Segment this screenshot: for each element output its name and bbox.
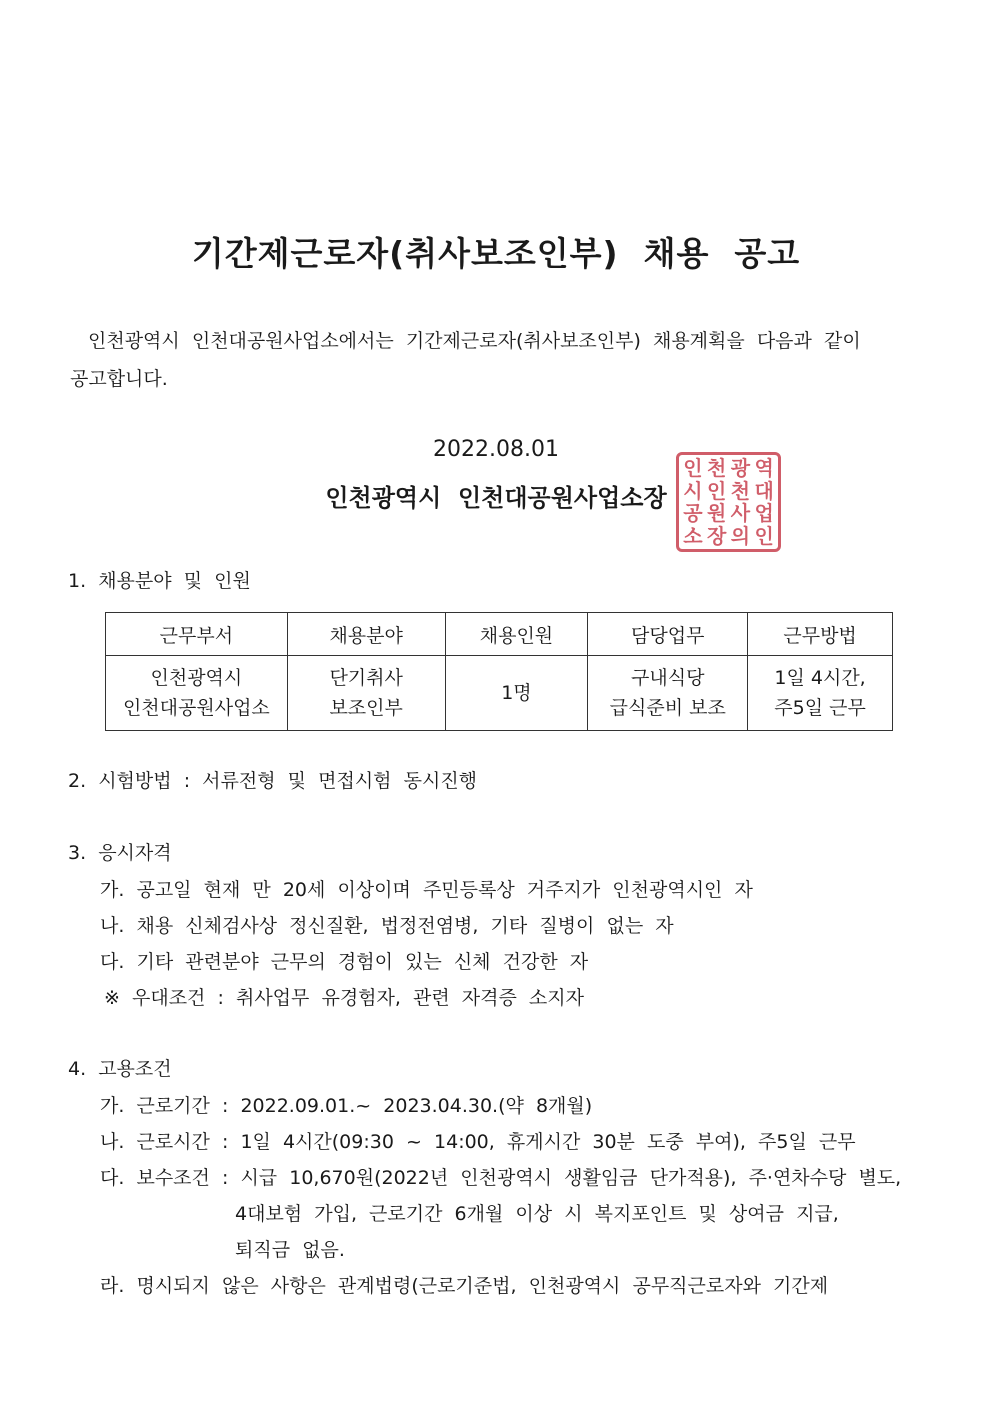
cell-department	[106, 656, 288, 731]
employment-item-continuation: 4대보험 가입, 근로기간 6개월 이상 시 복지포인트 및 상여금 지급,	[235, 1203, 839, 1225]
table-row	[106, 656, 893, 731]
header-department: 근무부서	[106, 613, 288, 656]
header-field: 채용분야	[287, 613, 445, 656]
employment-item: 나. 근로시간 : 1일 4시간(09:30 ~ 14:00, 휴게시간 30분 도중 부여), 주5일 근무	[100, 1131, 856, 1153]
section-3-heading: 3. 응시자격	[68, 842, 172, 864]
employment-item: 다. 보수조건 : 시급 10,670원(2022년 인천광역시 생활임금 단가적용), 주·연차수당 별도,	[100, 1167, 902, 1189]
intro-line-2: 공고합니다.	[70, 368, 168, 390]
seal-char: 사	[730, 501, 751, 525]
intro-line-1: 인천광역시 인천대공원사업소에서는 기간제근로자(취사보조인부) 채용계획을 다음과 같이	[88, 330, 861, 352]
seal-char: 인	[754, 523, 774, 548]
cell-line: 인천대공원사업소	[122, 697, 270, 719]
seal-char: 대	[754, 478, 774, 503]
preference-note: ※ 우대조건 : 취사업무 유경험자, 관련 자격증 소지자	[104, 987, 584, 1009]
header-duties: 담당업무	[588, 613, 748, 656]
cell-line: 인천광역시	[150, 667, 243, 689]
announcement-date: 2022.08.01	[433, 437, 559, 462]
employment-item: 라. 명시되지 않은 사항은 관계법령(근로기준법, 인천광역시 공무직근로자와 기간제	[100, 1275, 829, 1297]
header-headcount: 채용인원	[445, 613, 588, 656]
cell-line: 보조인부	[329, 697, 403, 719]
cell-line: 구내식당	[631, 667, 705, 689]
seal-char: 의	[730, 523, 751, 548]
qualification-item: 가. 공고일 현재 만 20세 이상이며 주민등록상 거주지가 인천광역시인 자	[100, 879, 753, 901]
cell-line: 1일 4시간,	[774, 667, 866, 689]
recruitment-table	[105, 612, 893, 731]
seal-char: 천	[730, 478, 751, 503]
official-seal-stamp	[676, 452, 781, 552]
seal-char: 장	[706, 523, 727, 548]
cell-headcount	[445, 656, 588, 731]
section-4-heading: 4. 고용조건	[68, 1058, 172, 1080]
seal-char: 소	[683, 523, 703, 548]
cell-line: 단기취사	[329, 667, 403, 689]
seal-char: 인	[706, 478, 727, 503]
seal-char: 천	[706, 456, 727, 480]
employment-item-continuation: 퇴직금 없음.	[235, 1239, 345, 1261]
cell-line: 급식준비 보조	[609, 697, 726, 719]
cell-duties	[588, 656, 748, 731]
qualification-item: 다. 기타 관련분야 근무의 경험이 있는 신체 건강한 자	[100, 951, 589, 973]
issuer-name: 인천광역시 인천대공원사업소장	[325, 484, 667, 512]
section-2-heading: 2. 시험방법 : 서류전형 및 면접시험 동시진행	[68, 770, 478, 792]
seal-char: 업	[754, 501, 774, 525]
seal-char: 광	[730, 456, 751, 480]
cell-field	[287, 656, 445, 731]
section-1-heading: 1. 채용분야 및 인원	[68, 570, 251, 592]
seal-char: 시	[683, 478, 703, 503]
document-title: 기간제근로자(취사보조인부) 채용 공고	[191, 234, 801, 273]
seal-char: 역	[754, 456, 774, 480]
seal-char: 원	[706, 501, 727, 525]
employment-item: 가. 근로기간 : 2022.09.01.~ 2023.04.30.(약 8개월)	[100, 1095, 593, 1117]
cell-line: 주5일 근무	[774, 697, 866, 719]
header-work-method: 근무방법	[748, 613, 893, 656]
cell-work-method	[748, 656, 893, 731]
cell-line: 1명	[501, 682, 532, 704]
table-header-row	[106, 613, 893, 656]
seal-char: 인	[683, 456, 703, 480]
qualification-item: 나. 채용 신체검사상 정신질환, 법정전염병, 기타 질병이 없는 자	[100, 915, 674, 937]
seal-char: 공	[683, 501, 703, 525]
